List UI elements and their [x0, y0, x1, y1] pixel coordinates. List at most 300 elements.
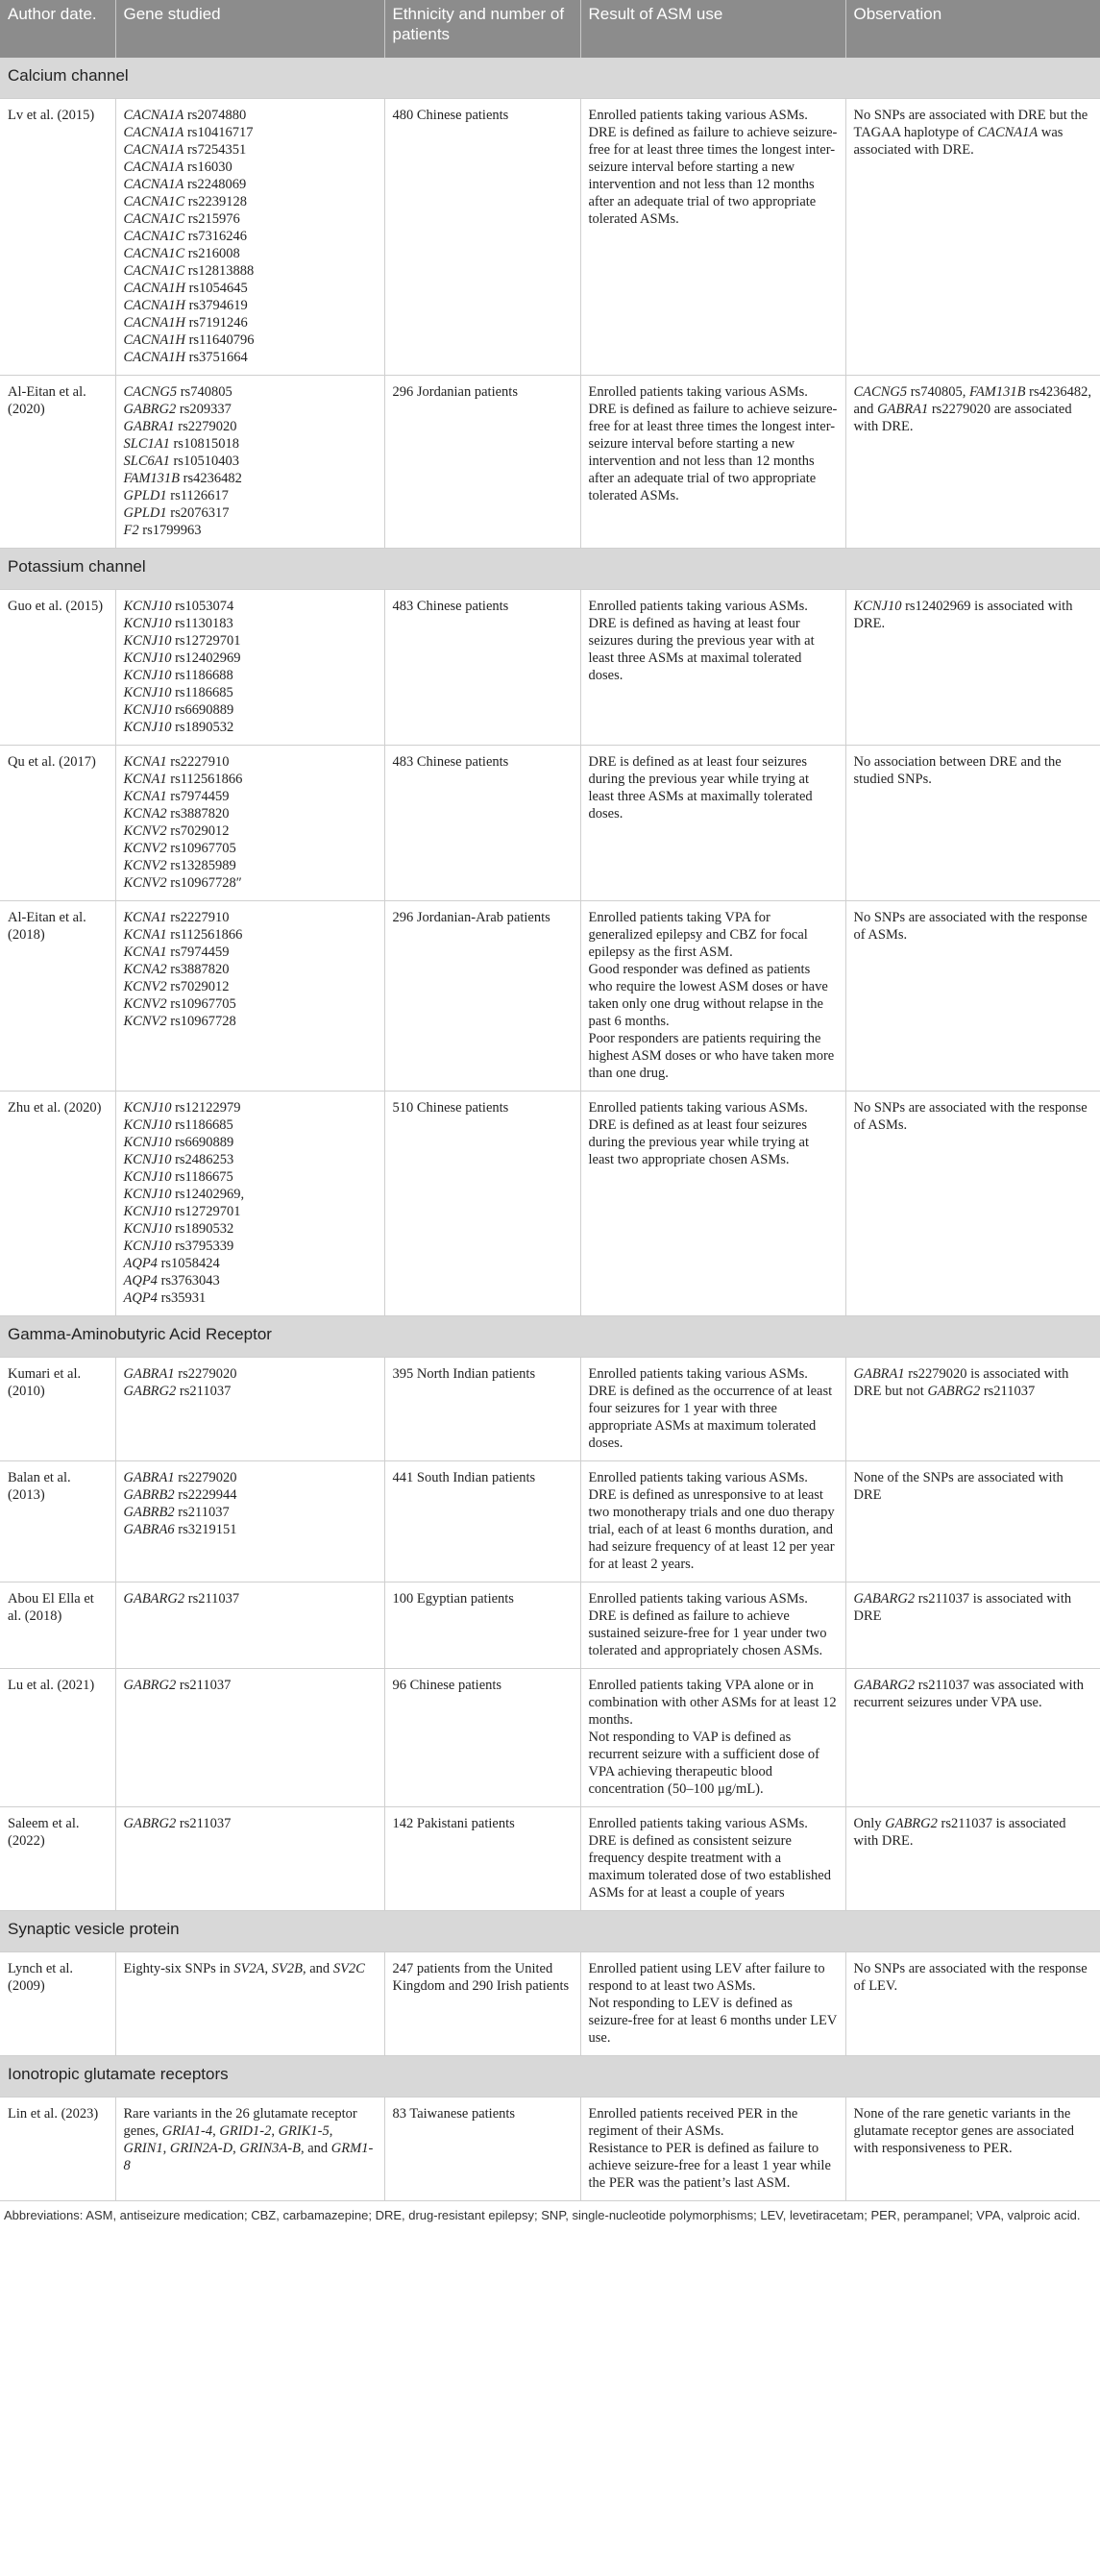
snp-id: rs10967728 [166, 1014, 236, 1029]
gene-line [124, 995, 377, 1013]
gene-line [124, 615, 377, 632]
snp-id: rs211037 [174, 1505, 230, 1520]
cell-ethnicity: 142 Pakistani patients [384, 1807, 580, 1911]
gene-line [124, 1134, 377, 1151]
gene-name: GRIN3A-B [239, 2141, 301, 2156]
gene-name: GPLD1 [123, 488, 167, 503]
gene-name: GABRG2 [927, 1384, 981, 1399]
observation-text: No SNPs are associated with the response of ASMs. [853, 1100, 1088, 1133]
table-body [0, 58, 1100, 2201]
gene-name: CACNA1H [123, 332, 185, 348]
observation-text: rs211037 is associated with DRE [853, 1591, 1072, 1624]
gene-line [124, 453, 377, 470]
gene-name: CACNA1H [123, 350, 185, 365]
table-row [0, 1358, 1100, 1461]
gene-name: SV2C [332, 1961, 365, 1976]
gene-line [124, 961, 377, 978]
snp-id: rs2239128 [184, 194, 248, 209]
gene-name: GABRA1 [123, 419, 175, 434]
gene-line [124, 874, 377, 892]
gene-name: CACNA1C [123, 211, 185, 227]
header-gene: Gene studied [115, 0, 384, 58]
observation-text: was associated with DRE. [853, 125, 1063, 158]
cell-ethnicity: 483 Chinese patients [384, 590, 580, 746]
gene-name: GABRG2 [123, 1384, 177, 1399]
table-row [0, 590, 1100, 746]
gene-name: KCNJ10 [123, 616, 172, 631]
cell-ethnicity: 247 patients from the United Kingdom and 290 Irish patients [384, 1952, 580, 2056]
result-paragraph: Enrolled patients taking various ASMs. DRE is defined as failure to achieve seizure-free for at least three times the longest inter-seizure interval before starting a new intervention and not less than 12 months after an adequate trial of two appropriate tolerated ASMs. [588, 384, 838, 503]
cell-observation [845, 1358, 1100, 1461]
gene-line [124, 1013, 377, 1030]
table-row [0, 1807, 1100, 1911]
snp-id: rs211037 [176, 1678, 232, 1693]
result-paragraph: Enrolled patient using LEV after failure to respond to at least two ASMs. [588, 1961, 825, 1994]
gene-name: CACNA1C [123, 263, 185, 279]
gene-name: AQP4 [123, 1290, 158, 1306]
cell-gene [115, 1461, 384, 1582]
gene-line [124, 331, 377, 349]
result-paragraph: DRE is defined as at least four seizures during the previous year while trying at least three ASMs at maximally tolerated doses. [588, 754, 813, 822]
gene-line [124, 383, 377, 401]
gene-name: KCNV2 [123, 1014, 167, 1029]
snp-id: rs1054645 [184, 281, 248, 296]
snp-id: rs1186675 [171, 1169, 233, 1185]
snp-id: rs7029012 [166, 979, 230, 994]
header-row [0, 0, 1100, 58]
gene-name: GABRG2 [123, 1678, 177, 1693]
cell-author: Lin et al. (2023) [0, 2098, 115, 2201]
snp-id: rs1058424 [157, 1256, 220, 1271]
cell-result [580, 1092, 845, 1316]
gene-name: KCNV2 [123, 823, 167, 839]
section-row [0, 1911, 1100, 1952]
snp-id: rs2227910 [166, 754, 230, 770]
observation-text: No SNPs are associated with DRE but the TAGAA haplotype of [853, 108, 1088, 140]
cell-gene [115, 376, 384, 549]
snp-id: rs3795339 [171, 1239, 234, 1254]
header-author: Author date. [0, 0, 115, 58]
gene-line [124, 909, 377, 926]
table-row [0, 1669, 1100, 1807]
snp-id: rs7316246 [184, 229, 248, 244]
gene-line [124, 349, 377, 366]
gene-name: GABRB2 [123, 1505, 175, 1520]
gene-line [124, 771, 377, 788]
gene-name: GABRB2 [123, 1487, 175, 1503]
gene-text: , [329, 2123, 333, 2139]
gene-name: SV2A [233, 1961, 265, 1976]
cell-observation [845, 1461, 1100, 1582]
gene-name: GPLD1 [123, 505, 167, 521]
gene-text: , [212, 2123, 220, 2139]
cell-observation [845, 1807, 1100, 1911]
cell-author: Al-Eitan et al. (2020) [0, 376, 115, 549]
gene-text: Eighty-six SNPs in [123, 1961, 234, 1976]
cell-ethnicity: 96 Chinese patients [384, 1669, 580, 1807]
cell-author: Kumari et al. (2010) [0, 1358, 115, 1461]
cell-result [580, 1952, 845, 2056]
snp-id: rs35931 [157, 1290, 207, 1306]
gene-name: KCNJ10 [123, 1135, 172, 1150]
cell-result [580, 376, 845, 549]
gene-line [124, 805, 377, 822]
cell-gene [115, 1669, 384, 1807]
gene-line [124, 522, 377, 539]
cell-observation [845, 99, 1100, 376]
snp-id: rs7974459 [166, 789, 230, 804]
cell-observation [845, 590, 1100, 746]
snp-id: rs12729701 [171, 633, 241, 649]
result-paragraph: Good responder was defined as patients who require the lowest ASM doses or have taken only one drug without relapse in the past 6 months. [588, 962, 828, 1029]
result-paragraph: Enrolled patients taking various ASMs. DRE is defined as consistent seizure frequency despite treatment with a maximum tolerated dose of two established ASMs for at least a couple of years [588, 1816, 831, 1901]
gene-line [124, 822, 377, 840]
snp-id: rs1799963 [138, 523, 202, 538]
cell-result [580, 590, 845, 746]
observation-text: rs2279020 are associated with DRE. [853, 402, 1072, 434]
table-row [0, 99, 1100, 376]
gene-name: KCNJ10 [123, 685, 172, 700]
snp-id: rs12729701 [171, 1204, 241, 1219]
gene-name: SV2B [271, 1961, 303, 1976]
gene-line [124, 1272, 377, 1289]
gene-line [124, 1521, 377, 1538]
header-result: Result of ASM use [580, 0, 845, 58]
table-row [0, 1461, 1100, 1582]
gene-name: KCNJ10 [123, 599, 172, 614]
result-paragraph: Enrolled patients received PER in the regiment of their ASMs. [588, 2106, 798, 2139]
gene-line [124, 1590, 377, 1607]
cell-author: Abou El Ella et al. (2018) [0, 1582, 115, 1669]
gene-line [124, 978, 377, 995]
snp-id: rs211037 [184, 1591, 240, 1607]
cell-ethnicity: 483 Chinese patients [384, 746, 580, 901]
table-row [0, 746, 1100, 901]
cell-ethnicity: 296 Jordanian-Arab patients [384, 901, 580, 1092]
gene-line [124, 159, 377, 176]
gene-line [124, 1238, 377, 1255]
cell-gene [115, 1358, 384, 1461]
gene-line [124, 1815, 377, 1832]
gene-name: KCNJ10 [123, 1169, 172, 1185]
gene-name: CACNA1C [123, 194, 185, 209]
gene-name: SLC1A1 [123, 436, 170, 452]
gene-name: SLC6A1 [123, 454, 170, 469]
section-row [0, 549, 1100, 590]
cell-gene [115, 1952, 384, 2056]
snp-id: rs216008 [184, 246, 240, 261]
snp-id: rs3751664 [184, 350, 248, 365]
gene-name: KCNJ10 [123, 1100, 172, 1116]
cell-gene [115, 901, 384, 1092]
snp-id: rs7254351 [183, 142, 247, 158]
gene-line [124, 1186, 377, 1203]
gene-line [124, 245, 377, 262]
cell-ethnicity: 510 Chinese patients [384, 1092, 580, 1316]
result-paragraph: Enrolled patients taking VPA for generalized epilepsy and CBZ for focal epilepsy as the first ASM. [588, 910, 808, 960]
gene-name: GRID1-2 [219, 2123, 272, 2139]
gene-name: KCNV2 [123, 875, 167, 891]
result-paragraph: Enrolled patients taking various ASMs. DRE is defined as at least four seizures during the previous year while trying at least two appropriate chosen ASMs. [588, 1100, 810, 1167]
footnote: Abbreviations: ASM, antiseizure medication; CBZ, carbamazepine; DRE, drug-resistant epilepsy; SNP, single-nucleotide polymorphisms; LEV, levetiracetam; PER, perampanel; VPA, valproic acid. [4, 2208, 1081, 2222]
gene-name: KCNJ10 [123, 650, 172, 666]
gene-line [124, 719, 377, 736]
gene-name: KCNV2 [123, 858, 167, 873]
snp-id: rs12402969 [171, 650, 241, 666]
gene-line [124, 314, 377, 331]
snp-id: rs2229944 [174, 1487, 237, 1503]
gene-text: Rare variants in the 26 glutamate receptor genes, [123, 2106, 357, 2139]
snp-id: rs2227910 [166, 910, 230, 925]
snp-id: rs1186685 [171, 685, 233, 700]
gene-line [124, 487, 377, 504]
gene-name: KCNJ10 [123, 668, 172, 683]
cell-ethnicity: 296 Jordanian patients [384, 376, 580, 549]
observation-text: No SNPs are associated with the response of ASMs. [853, 910, 1088, 943]
gene-name: KCNJ10 [123, 720, 172, 735]
gene-line [124, 141, 377, 159]
snp-id: rs12122979 [171, 1100, 241, 1116]
gene-line [124, 1151, 377, 1168]
result-paragraph: Not responding to LEV is defined as seizure-free for at least 6 months under LEV use. [588, 1996, 838, 2046]
gene-text: , and [303, 1961, 333, 1976]
observation-text: rs211037 was associated with recurrent seizures under VPA use. [853, 1678, 1084, 1710]
snp-id: rs2076317 [166, 505, 230, 521]
cell-observation [845, 901, 1100, 1092]
snp-id: rs12402969, [171, 1187, 245, 1202]
gene-line [124, 1099, 377, 1116]
header-ethnicity: Ethnicity and number of patients [384, 0, 580, 58]
gene-line [124, 1504, 377, 1521]
gene-name: CACNA1C [123, 229, 185, 244]
gene-text: , [271, 2123, 279, 2139]
gene-name: GRIA1-4 [161, 2123, 213, 2139]
cell-author: Lv et al. (2015) [0, 99, 115, 376]
gene-name: KCNA1 [123, 772, 167, 787]
gene-name: GRIN1 [123, 2141, 163, 2156]
gene-line [124, 1255, 377, 1272]
gene-line [124, 1383, 377, 1400]
gene-line [124, 598, 377, 615]
snp-id: rs211037 [176, 1384, 232, 1399]
cell-observation [845, 1582, 1100, 1669]
table-row [0, 1092, 1100, 1316]
gene-line [124, 228, 377, 245]
cell-observation [845, 2098, 1100, 2201]
observation-text: None of the SNPs are associated with DRE [853, 1470, 1063, 1503]
cell-observation [845, 1092, 1100, 1316]
cell-gene [115, 2098, 384, 2201]
table-row [0, 376, 1100, 549]
snp-id: rs2074880 [183, 108, 247, 123]
section-title: Gamma-Aminobutyric Acid Receptor [0, 1316, 1100, 1358]
gene-line [124, 470, 377, 487]
gene-name: KCNA2 [123, 962, 167, 977]
gene-name: GRIN2A-D [169, 2141, 233, 2156]
gene-name: KCNA1 [123, 945, 167, 960]
gene-line [124, 650, 377, 667]
section-title: Synaptic vesicle protein [0, 1911, 1100, 1952]
gene-name: CACNA1H [123, 315, 185, 331]
gene-name: KCNV2 [123, 979, 167, 994]
gene-name: AQP4 [123, 1256, 158, 1271]
cell-author: Al-Eitan et al. (2018) [0, 901, 115, 1092]
cell-ethnicity: 480 Chinese patients [384, 99, 580, 376]
gene-name: KCNA1 [123, 927, 167, 943]
gene-line [124, 124, 377, 141]
cell-ethnicity: 83 Taiwanese patients [384, 2098, 580, 2201]
cell-ethnicity: 395 North Indian patients [384, 1358, 580, 1461]
result-paragraph: Enrolled patients taking VPA alone or in combination with other ASMs for at least 12 months. [588, 1678, 837, 1728]
header-observation: Observation [845, 0, 1100, 58]
gene-line [124, 1220, 377, 1238]
gene-line [124, 176, 377, 193]
section-title: Calcium channel [0, 58, 1100, 99]
result-paragraph: Enrolled patients taking various ASMs. DRE is defined as having at least four seizures during the previous year with at least three ASMs at maximal tolerated doses. [588, 599, 815, 683]
section-row [0, 2056, 1100, 2098]
cell-author: Saleem et al. (2022) [0, 1807, 115, 1911]
gene-line [124, 701, 377, 719]
snp-id: rs7974459 [166, 945, 230, 960]
gene-name: GABARG2 [853, 1678, 916, 1693]
gene-line [124, 1116, 377, 1134]
gene-name: CACNA1C [123, 246, 185, 261]
gene-name: GABRG2 [123, 402, 177, 417]
result-paragraph: Enrolled patients taking various ASMs. DRE is defined as the occurrence of at least four seizures for 1 year with three appropriate ASMs at maximum tolerated doses. [588, 1366, 833, 1451]
snp-id: rs7029012 [166, 823, 230, 839]
snp-id: rs10416717 [183, 125, 254, 140]
result-paragraph: Poor responders are patients requiring the highest ASM doses or who have taken more than one drug. [588, 1031, 835, 1081]
table-row [0, 1582, 1100, 1669]
gene-name: CACNA1H [123, 298, 185, 313]
observation-text: No association between DRE and the studied SNPs. [853, 754, 1062, 787]
snp-id: rs10967705 [166, 996, 236, 1012]
gene-line [124, 435, 377, 453]
cell-author: Zhu et al. (2020) [0, 1092, 115, 1316]
table-row [0, 1952, 1100, 2056]
cell-ethnicity: 100 Egyptian patients [384, 1582, 580, 1669]
cell-observation [845, 1952, 1100, 2056]
snp-id: rs1890532 [171, 720, 234, 735]
snp-id: rs2279020 [174, 1470, 237, 1485]
cell-result [580, 901, 845, 1092]
gene-name: GABRG2 [885, 1816, 938, 1831]
cell-result [580, 2098, 845, 2201]
cell-result [580, 1358, 845, 1461]
gene-text: , and [300, 2141, 331, 2156]
snp-id: rs2486253 [171, 1152, 234, 1167]
observation-text: rs740805, [907, 384, 969, 400]
observation-text: Only [853, 1816, 886, 1831]
snp-id: rs3887820 [166, 962, 230, 977]
snp-id: rs13285989 [166, 858, 236, 873]
gene-line [124, 926, 377, 944]
gene-name: KCNJ10 [123, 1152, 172, 1167]
snp-id: rs112561866 [166, 772, 243, 787]
result-paragraph: Not responding to VAP is defined as recurrent seizure with a sufficient dose of VPA achieving therapeutic blood concentration (50–100 μg/mL). [588, 1730, 819, 1797]
snp-id: rs215976 [184, 211, 240, 227]
snp-id: rs1130183 [171, 616, 233, 631]
snp-id: rs3887820 [166, 806, 230, 822]
snp-id: rs2248069 [183, 177, 247, 192]
snp-id: rs3763043 [157, 1273, 220, 1288]
cell-result [580, 1461, 845, 1582]
table-row [0, 901, 1100, 1092]
gene-name: CACNG5 [123, 384, 178, 400]
gene-line [124, 1486, 377, 1504]
gene-line [124, 1365, 377, 1383]
snp-id: rs209337 [176, 402, 232, 417]
gene-name: CACNA1A [977, 125, 1039, 140]
cell-gene [115, 746, 384, 901]
observation-text: rs211037 is associated with DRE. [853, 1816, 1066, 1849]
snp-id: rs6690889 [171, 702, 234, 718]
snp-id: rs2279020 [174, 1366, 237, 1382]
gene-name: CACNA1A [123, 142, 184, 158]
gene-name: KCNJ10 [123, 702, 172, 718]
table-row [0, 2098, 1100, 2201]
gene-line [124, 262, 377, 280]
snp-id: rs211037 [176, 1816, 232, 1831]
cell-result [580, 1582, 845, 1669]
result-paragraph: Resistance to PER is defined as failure to achieve seizure-free for a least 1 year while the PER was the patient’s last ASM. [588, 2141, 831, 2191]
gene-name: AQP4 [123, 1273, 158, 1288]
gene-line [124, 1677, 377, 1694]
cell-observation [845, 376, 1100, 549]
gene-line [124, 684, 377, 701]
gene-line [124, 1168, 377, 1186]
gene-name: KCNV2 [123, 996, 167, 1012]
cell-gene [115, 590, 384, 746]
gene-name: KCNJ10 [123, 1117, 172, 1133]
observation-text: rs12402969 is associated with DRE. [853, 599, 1073, 631]
gene-name: CACNA1A [123, 108, 184, 123]
gene-name: GABRA1 [853, 1366, 905, 1382]
gene-name: GABRA1 [123, 1470, 175, 1485]
cell-result [580, 1807, 845, 1911]
gene-name: KCNA1 [123, 754, 167, 770]
cell-author: Guo et al. (2015) [0, 590, 115, 746]
snp-id: rs3794619 [184, 298, 248, 313]
gene-name: KCNJ10 [123, 1204, 172, 1219]
gene-name: GRIK1-5 [278, 2123, 330, 2139]
cell-author: Qu et al. (2017) [0, 746, 115, 901]
snp-id: rs1186688 [171, 668, 233, 683]
gene-name: FAM131B [968, 384, 1026, 400]
section-title: Potassium channel [0, 549, 1100, 590]
observation-text: No SNPs are associated with the response of LEV. [853, 1961, 1088, 1994]
observation-text: rs211037 [980, 1384, 1036, 1399]
gene-name: GABRA1 [877, 402, 929, 417]
result-paragraph: Enrolled patients taking various ASMs. DRE is defined as failure to achieve sustained seizure-free for 1 year under two tolerated and appropriately chosen ASMs. [588, 1591, 827, 1658]
cell-gene [115, 1092, 384, 1316]
cell-gene [115, 99, 384, 376]
gene-name: KCNA2 [123, 806, 167, 822]
table-header [0, 0, 1100, 58]
snp-id: rs12813888 [184, 263, 255, 279]
result-paragraph: Enrolled patients taking various ASMs. DRE is defined as unresponsive to at least two monotherapy trials and one duo therapy trial, each of at least 6 months duration, and had seizure frequency of at least 12 per year for at least 2 years. [588, 1470, 835, 1572]
cell-author: Balan et al. (2013) [0, 1461, 115, 1582]
gene-line [124, 280, 377, 297]
gene-line [124, 667, 377, 684]
cell-result [580, 1669, 845, 1807]
gene-line [124, 193, 377, 210]
observation-text: None of the rare genetic variants in the glutamate receptor genes are associated with responsiveness to PER. [853, 2106, 1074, 2156]
gene-line [124, 944, 377, 961]
gene-name: GRM1-8 [123, 2141, 374, 2173]
gene-line [124, 1289, 377, 1307]
snp-id: rs740805 [177, 384, 232, 400]
